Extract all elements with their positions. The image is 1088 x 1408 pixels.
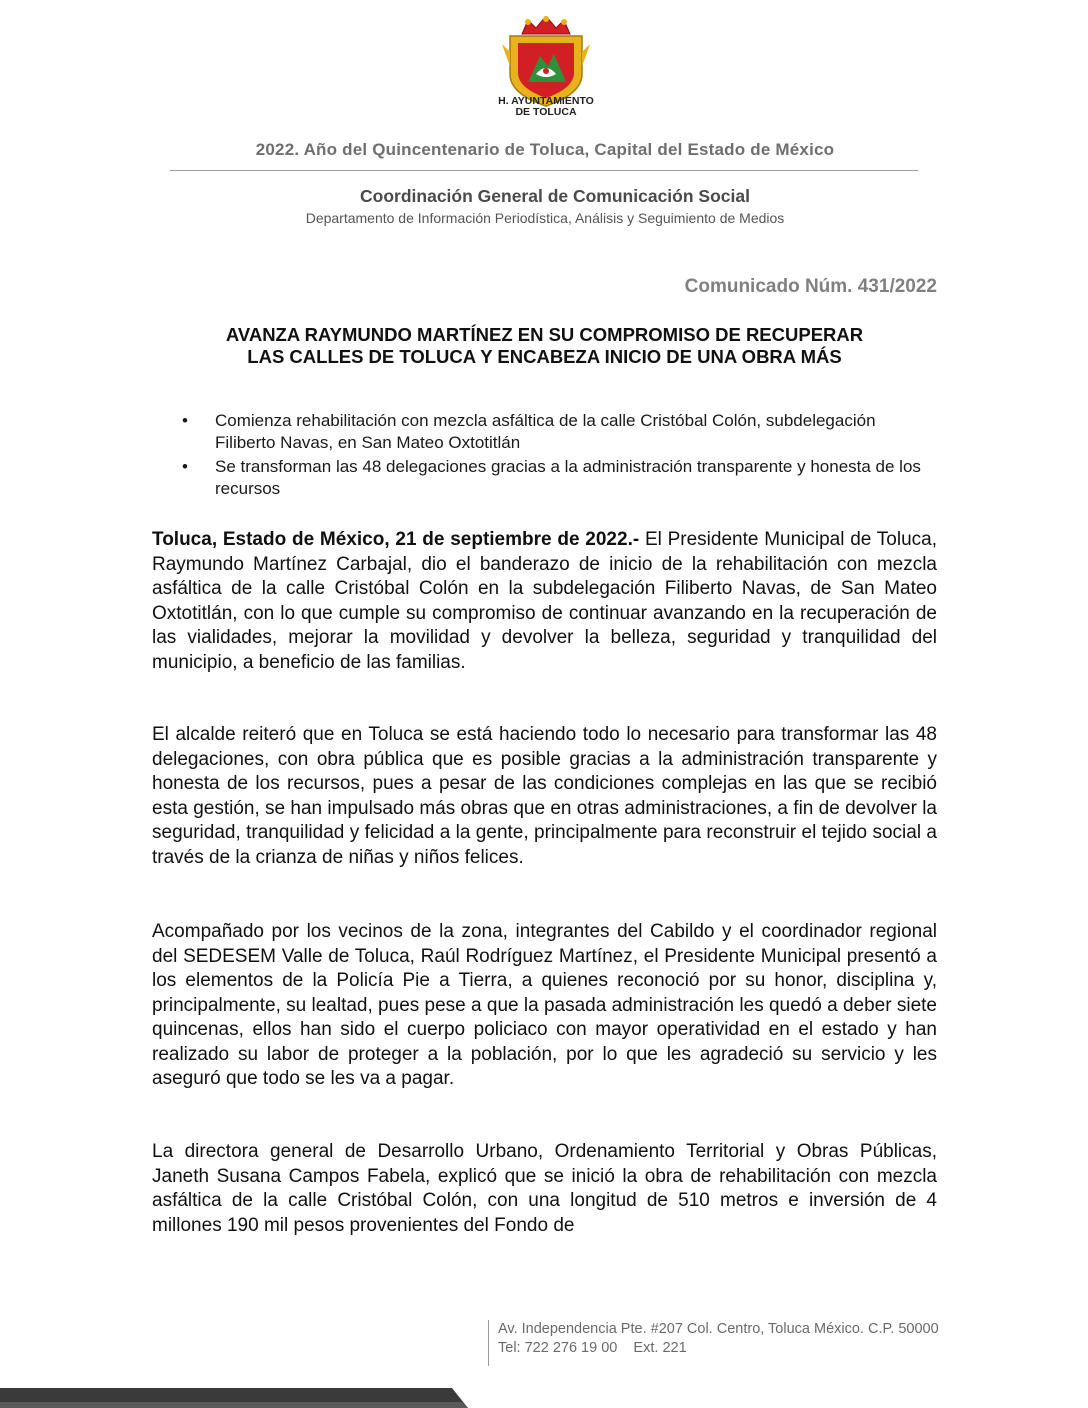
headline-line1: AVANZA RAYMUNDO MARTÍNEZ EN SU COMPROMISO DE RECUPERAR (225, 324, 864, 345)
logo-caption-line2: DE TOLUCA (515, 106, 577, 118)
footer-bar (0, 1388, 468, 1408)
document-number: Comunicado Núm. 431/2022 (684, 276, 937, 297)
headline-line2: LAS CALLES DE TOLUCA Y ENCABEZA INICIO DE UNA OBRA MÁS (247, 346, 842, 367)
body-paragraph-2: El alcalde reiteró que en Toluca se está haciendo todo lo necesario para transformar las 48 delegaciones, con obra pública que es posible gracias a la administración transparente y honesta de los recursos, pues a pesar de las condiciones complejas en las que se recibió esta gestión, se han impulsado más obras que en otras administraciones, a fin de devolver la seguridad, tranquilidad y felicidad a la gente, principalmente para reconstruir el tejido social a través de la crianza de niñas y niños felices. (152, 724, 937, 868)
headline (152, 324, 937, 368)
logo-caption-line1: H. AYUNTAMIENTO (498, 95, 594, 107)
bullet-text: Comienza rehabilitación con mezcla asfáltica de la calle Cristóbal Colón, subdelegación Filiberto Navas, en San Mateo Oxtotitlán (215, 411, 876, 452)
body-paragraph-3: Acompañado por los vecinos de la zona, integrantes del Cabildo y el coordinador regional del SEDESEM Valle de Toluca, Raúl Rodríguez Martínez, el Presidente Municipal presentó a los elementos de la Policía Pie a Tierra, a quienes reconoció por su honor, disciplina y, principalmente, su lealtad, pues pese a que la pasada administración les quedó a deber siete quincenas, ellos han sido el cuerpo policiaco con mayor operatividad en el estado y han realizado su labor de proteger a la población, por lo que les agradeció su servicio y les aseguró que todo se les va a pagar. (152, 921, 937, 1089)
coordination-title: Coordinación General de Comunicación Social (360, 186, 750, 206)
dateline: Toluca, Estado de México, 21 de septiembre de 2022.- (152, 529, 640, 550)
banner-divider (170, 170, 918, 171)
body-paragraph-4: La directora general de Desarrollo Urbano, Ordenamiento Territorial y Obras Públicas, Janeth Susana Campos Fabela, explicó que se inició la obra de rehabilitación con mezcla asfáltica de la calle Cristóbal Colón, con una longitud de 510 metros e inversión de 4 millones 190 mil pesos provenientes del Fondo de (152, 1141, 937, 1236)
bullet-dot-icon: • (182, 411, 188, 430)
bullet-text: Se transforman las 48 delegaciones gracias a la administración transparente y honesta de los recursos (215, 457, 921, 498)
footer-divider (488, 1320, 489, 1366)
bullet-dot-icon: • (182, 457, 188, 476)
year-banner: 2022. Año del Quincentenario de Toluca, Capital del Estado de México (255, 140, 835, 159)
paragraph-1-text: El Presidente Municipal de Toluca, Raymundo Martínez Carbajal, dio el banderazo de inicio de la rehabilitación con mezcla asfáltica de la calle Cristóbal Colón en la subdelegación Filiberto Navas, de San Mateo Oxtotitlán, con lo que cumple su compromiso de continuar avanzando en la recuperación de las vialidades, mejorar la movilidad y devolver la belleza, seguridad y tranquilidad del municipio, a beneficio de las familias. (152, 529, 937, 673)
bullet-item (182, 410, 922, 454)
coordination-subtitle: Departamento de Información Periodística, Análisis y Seguimiento de Medios (305, 210, 785, 226)
summary-bullets (182, 410, 922, 502)
bullet-item (182, 456, 922, 500)
footer-phone: Tel: 722 276 19 00 Ext. 221 (498, 1340, 687, 1356)
footer-address: Av. Independencia Pte. #207 Col. Centro, Toluca México. C.P. 50000 (498, 1321, 939, 1337)
body-paragraph-1 (152, 528, 937, 675)
logo-caption (466, 96, 626, 118)
